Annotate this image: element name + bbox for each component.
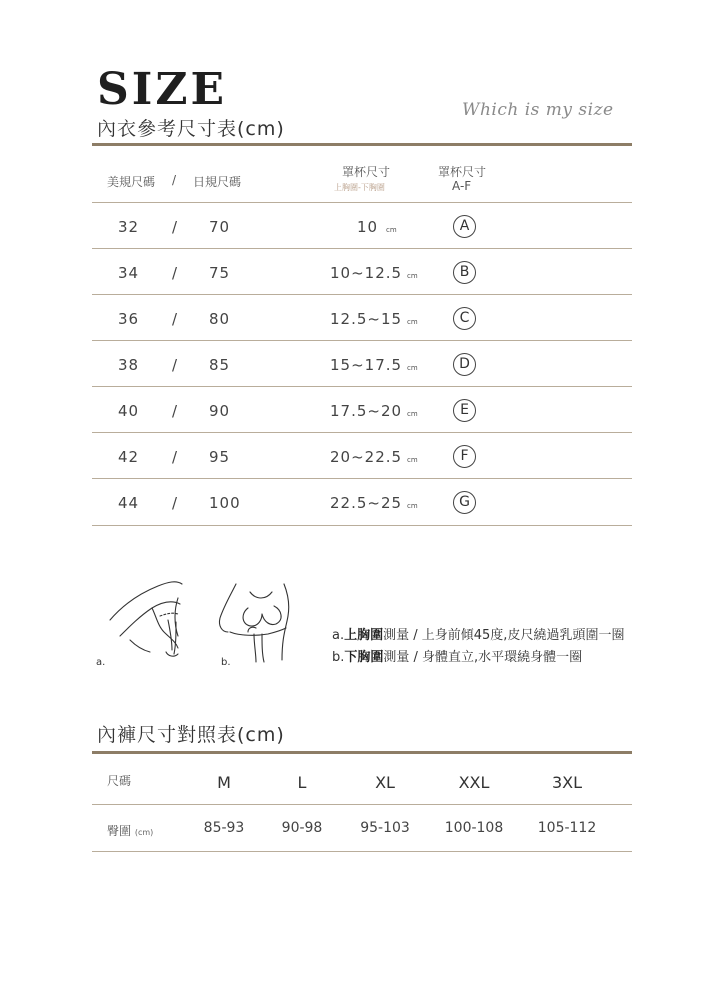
pants-table-top-rule — [92, 751, 632, 754]
row-cup-diff: 10 — [357, 218, 379, 236]
row-unit: cm — [407, 318, 418, 326]
row-us-size: 34 — [118, 264, 140, 282]
col-separator: / — [172, 173, 177, 187]
pants-hip-xl: 95-103 — [360, 820, 410, 836]
row-separator: / — [172, 264, 179, 282]
row-unit: cm — [407, 364, 418, 372]
measure-note-a — [332, 624, 624, 643]
header-divider — [92, 202, 632, 203]
hip-label-unit: (cm) — [134, 828, 154, 837]
cup-letter-circle: E — [453, 399, 476, 422]
row-unit: cm — [407, 272, 418, 280]
pants-size-l: L — [297, 773, 307, 792]
row-divider — [92, 432, 632, 433]
col-cup-subtitle: 上胸圍-下胸圍 — [334, 183, 385, 192]
cup-letter-circle: A — [453, 215, 476, 238]
row-jp-size: 90 — [209, 402, 231, 420]
illustration-label-b: b. — [221, 657, 231, 668]
row-us-size: 36 — [118, 310, 140, 328]
measure-note-b — [332, 646, 582, 665]
pants-bottom-rule — [92, 851, 632, 852]
cup-letter-circle: D — [453, 353, 476, 376]
page-title: SIZE — [97, 64, 228, 115]
bra-table-top-rule — [92, 143, 632, 146]
cup-letter-circle: G — [453, 491, 476, 514]
col-us-size: 美規尺碼 — [107, 175, 156, 189]
col-jp-size: 日規尺碼 — [193, 175, 242, 189]
row-cup-diff: 12.5~15 — [330, 310, 403, 328]
row-divider — [92, 525, 632, 526]
row-separator: / — [172, 402, 179, 420]
cup-letter-circle: C — [453, 307, 476, 330]
row-jp-size: 100 — [209, 494, 241, 512]
row-unit: cm — [407, 456, 418, 464]
pants-hip-xxl: 100-108 — [444, 820, 504, 836]
note-a-text: 測量 / 上身前傾45度,皮尺繞過乳頭圍一圈 — [383, 628, 625, 643]
cup-letter-circle: B — [453, 261, 476, 284]
row-us-size: 32 — [118, 218, 140, 236]
row-cup-diff: 10~12.5 — [330, 264, 403, 282]
row-separator: / — [172, 356, 179, 374]
pants-size-xl: XL — [375, 773, 395, 792]
row-us-size: 40 — [118, 402, 140, 420]
row-us-size: 44 — [118, 494, 140, 512]
note-b-bold: 下胸圍 — [344, 650, 384, 665]
row-divider — [92, 478, 632, 479]
row-divider — [92, 248, 632, 249]
cup-letter-circle: F — [453, 445, 476, 468]
note-b-prefix: b. — [332, 650, 345, 665]
col-cup-title: 罩杯尺寸 — [342, 165, 391, 179]
pants-size-m: M — [217, 773, 231, 792]
row-jp-size: 80 — [209, 310, 231, 328]
pants-hip-l: 90-98 — [281, 820, 323, 836]
row-jp-size: 70 — [209, 218, 231, 236]
row-cup-diff: 15~17.5 — [330, 356, 403, 374]
pants-hip-3xl: 105-112 — [537, 820, 597, 836]
note-a-bold: 上胸圍 — [344, 628, 384, 643]
pants-size-xxl: XXL — [458, 773, 490, 792]
row-separator: / — [172, 218, 179, 236]
row-divider — [92, 340, 632, 341]
hip-label-text: 臀圍 — [107, 824, 132, 838]
row-unit: cm — [407, 502, 418, 510]
row-unit: cm — [407, 410, 418, 418]
script-tagline: Which is my size — [462, 100, 614, 120]
row-divider — [92, 386, 632, 387]
pants-size-label: 尺碼 — [107, 774, 132, 788]
pants-hip-label — [107, 822, 153, 839]
row-unit: cm — [386, 226, 397, 234]
row-separator: / — [172, 310, 179, 328]
col-cup2-title: 罩杯尺寸 — [438, 165, 487, 179]
row-cup-diff: 20~22.5 — [330, 448, 403, 466]
col-cup2-subtitle: A-F — [452, 179, 472, 193]
pants-hip-m: 85-93 — [203, 820, 245, 836]
illustration-label-a: a. — [96, 657, 106, 668]
row-jp-size: 95 — [209, 448, 231, 466]
pants-header-divider — [92, 804, 632, 805]
row-cup-diff: 22.5~25 — [330, 494, 403, 512]
note-a-prefix: a. — [332, 628, 345, 643]
row-jp-size: 75 — [209, 264, 231, 282]
bra-size-subtitle: 內衣參考尺寸表(cm) — [97, 118, 285, 140]
row-separator: / — [172, 494, 179, 512]
row-divider — [92, 294, 632, 295]
note-b-text: 測量 / 身體直立,水平環繞身體一圈 — [383, 650, 583, 665]
measurement-illustration — [90, 570, 300, 675]
pants-table-title: 內褲尺寸對照表(cm) — [97, 724, 285, 746]
row-us-size: 42 — [118, 448, 140, 466]
row-jp-size: 85 — [209, 356, 231, 374]
row-us-size: 38 — [118, 356, 140, 374]
row-separator: / — [172, 448, 179, 466]
pants-size-3xl: 3XL — [551, 773, 583, 792]
row-cup-diff: 17.5~20 — [330, 402, 403, 420]
